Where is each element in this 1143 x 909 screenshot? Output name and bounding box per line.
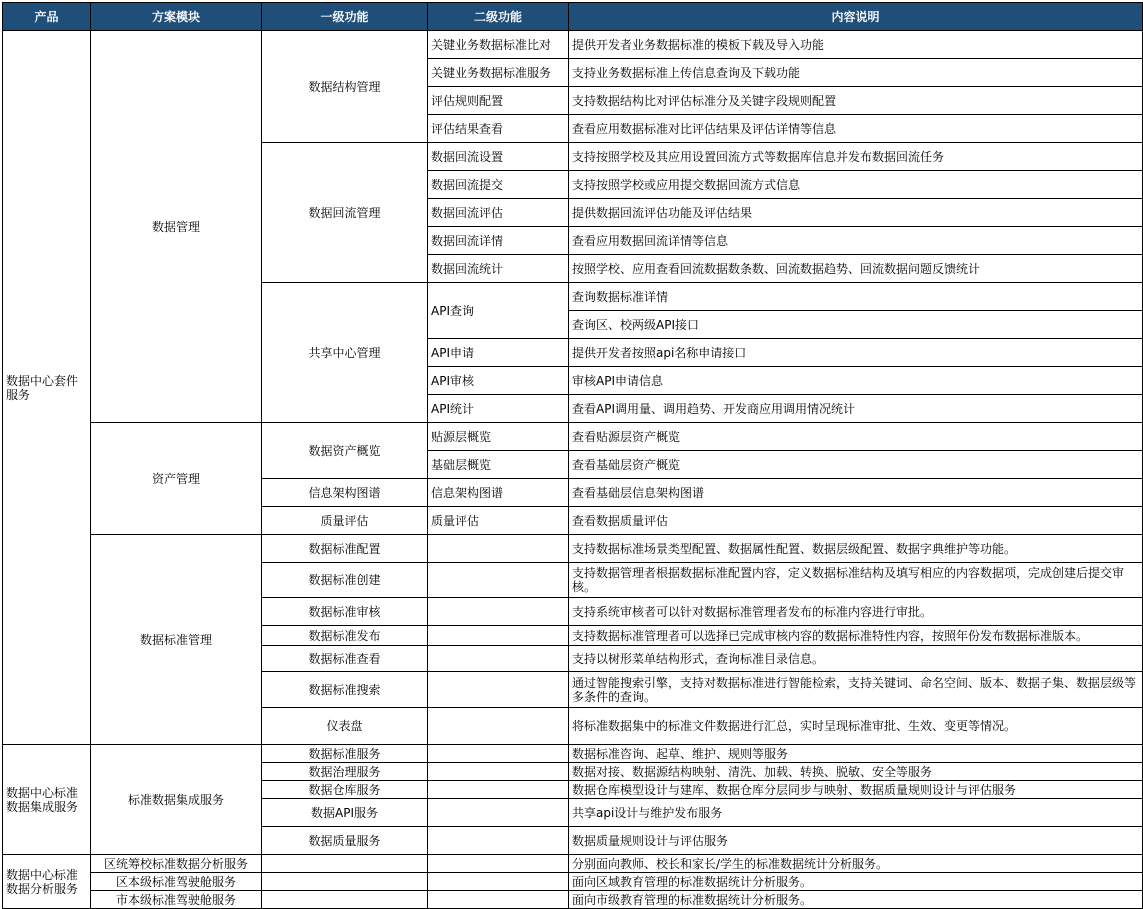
- table-cell[interactable]: 评估结果查看: [428, 115, 569, 143]
- table-cell[interactable]: 数据质量规则设计与评估服务: [569, 827, 1143, 855]
- table-cell[interactable]: 质量评估: [428, 507, 569, 535]
- table-row: [3, 855, 1143, 873]
- table-cell[interactable]: 数据仓库服务: [262, 781, 428, 799]
- table-cell[interactable]: 支持数据结构比对评估标准分及关键字段规则配置: [569, 87, 1143, 115]
- table-cell[interactable]: 区本级标准驾驶舱服务: [91, 873, 262, 891]
- table-cell[interactable]: 提供数据回流评估功能及评估结果: [569, 199, 1143, 227]
- table-cell[interactable]: [428, 855, 569, 873]
- table-cell[interactable]: 审核API申请信息: [569, 367, 1143, 395]
- table-cell[interactable]: 查看数据质量评估: [569, 507, 1143, 535]
- table-cell[interactable]: 数据资产概览: [262, 423, 428, 479]
- table-cell[interactable]: [428, 873, 569, 891]
- table-cell[interactable]: 查看基础层资产概览: [569, 451, 1143, 479]
- table-row: [3, 745, 1143, 763]
- header-row: [3, 3, 1143, 31]
- table-cell[interactable]: 资产管理: [91, 423, 262, 535]
- table-cell[interactable]: API申请: [428, 339, 569, 367]
- table-row: [3, 535, 1143, 563]
- table-cell[interactable]: 查看贴源层资产概览: [569, 423, 1143, 451]
- table-cell[interactable]: 数据标准审核: [262, 598, 428, 626]
- table-cell[interactable]: 提供开发者业务数据标准的模板下载及导入功能: [569, 31, 1143, 59]
- table-cell[interactable]: 仪表盘: [262, 708, 428, 745]
- table-cell[interactable]: 数据标准咨询、起草、维护、规则等服务: [569, 745, 1143, 763]
- table-cell[interactable]: 查询数据标准详情: [569, 283, 1143, 311]
- table-cell[interactable]: 数据回流管理: [262, 143, 428, 283]
- table-cell[interactable]: 数据回流提交: [428, 171, 569, 199]
- table-cell[interactable]: [262, 873, 428, 891]
- table-cell[interactable]: 数据标准搜索: [262, 672, 428, 708]
- table-row: [3, 423, 1143, 451]
- table-cell[interactable]: [428, 672, 569, 708]
- table-cell[interactable]: [428, 626, 569, 646]
- table-cell[interactable]: 数据中心标准数据集成服务: [3, 745, 91, 855]
- table-cell[interactable]: 共享中心管理: [262, 283, 428, 423]
- table-cell[interactable]: 数据结构管理: [262, 31, 428, 143]
- table-cell[interactable]: 通过智能搜索引擎，支持对数据标准进行智能检索，支持关键词、命名空间、版本、数据子集、数据层级等多条件的查询。: [569, 672, 1143, 708]
- table-cell[interactable]: API查询: [428, 283, 569, 339]
- table-cell[interactable]: 数据治理服务: [262, 763, 428, 781]
- table-cell[interactable]: 数据标准配置: [262, 535, 428, 563]
- table-cell[interactable]: 数据管理: [91, 31, 262, 423]
- table-cell[interactable]: [428, 646, 569, 672]
- table-cell[interactable]: 支持系统审核者可以针对数据标准管理者发布的标准内容进行审批。: [569, 598, 1143, 626]
- table-cell[interactable]: 区统筹校标准数据分析服务: [91, 855, 262, 873]
- header-level1-function[interactable]: 一级功能: [262, 3, 428, 31]
- header-product[interactable]: 产品: [3, 3, 91, 31]
- table-cell[interactable]: 按照学校、应用查看回流数据数条数、回流数据趋势、回流数据问题反馈统计: [569, 255, 1143, 283]
- table-cell[interactable]: 数据中心套件服务: [3, 31, 91, 745]
- table-cell[interactable]: 数据标准创建: [262, 563, 428, 598]
- table-cell[interactable]: 支持业务数据标准上传信息查询及下载功能: [569, 59, 1143, 87]
- table-cell[interactable]: 支持以树形菜单结构形式，查询标准目录信息。: [569, 646, 1143, 672]
- table-row: [3, 31, 1143, 59]
- table-cell[interactable]: 查询区、校两级API接口: [569, 311, 1143, 339]
- table-cell[interactable]: [428, 563, 569, 598]
- table-cell[interactable]: 支持数据管理者根据数据标准配置内容，定义数据标准结构及填写相应的内容数据项，完成创建后提交审核。: [569, 563, 1143, 598]
- table-cell[interactable]: 质量评估: [262, 507, 428, 535]
- table-cell[interactable]: [262, 891, 428, 909]
- table-cell[interactable]: 数据对接、数据源结构映射、清洗、加载、转换、脱敏、安全等服务: [569, 763, 1143, 781]
- table-cell[interactable]: 面向区域教育管理的标准数据统计分析服务。: [569, 873, 1143, 891]
- table-cell[interactable]: 数据中心标准数据分析服务: [3, 855, 91, 909]
- table-cell[interactable]: [428, 708, 569, 745]
- table-cell[interactable]: [428, 598, 569, 626]
- header-solution-module[interactable]: 方案模块: [91, 3, 262, 31]
- table-cell[interactable]: 信息架构图谱: [262, 479, 428, 507]
- table-cell[interactable]: [428, 891, 569, 909]
- table-cell[interactable]: 支持数据标准管理者可以选择已完成审核内容的数据标准特性内容，按照年份发布数据标准版本。: [569, 626, 1143, 646]
- table-cell[interactable]: API审核: [428, 367, 569, 395]
- table-cell[interactable]: 关键业务数据标准比对: [428, 31, 569, 59]
- table-cell[interactable]: 数据回流设置: [428, 143, 569, 171]
- table-cell[interactable]: 查看API调用量、调用趋势、开发商应用调用情况统计: [569, 395, 1143, 423]
- table-cell[interactable]: 支持数据标准场景类型配置、数据属性配置、数据层级配置、数据字典维护等功能。: [569, 535, 1143, 563]
- table-cell[interactable]: 面向市级教育管理的标准数据统计分析服务。: [569, 891, 1143, 909]
- table-cell[interactable]: 支持按照学校或应用提交数据回流方式信息: [569, 171, 1143, 199]
- table-cell[interactable]: 分别面向教师、校长和家长/学生的标准数据统计分析服务。: [569, 855, 1143, 873]
- table-cell[interactable]: [262, 855, 428, 873]
- table-row: [3, 873, 1143, 891]
- table-cell[interactable]: 市本级标准驾驶舱服务: [91, 891, 262, 909]
- header-level2-function[interactable]: 二级功能: [428, 3, 569, 31]
- table-cell[interactable]: 关键业务数据标准服务: [428, 59, 569, 87]
- table-cell[interactable]: [428, 745, 569, 763]
- table-cell[interactable]: 数据回流统计: [428, 255, 569, 283]
- table-row: [3, 891, 1143, 909]
- table-cell[interactable]: 数据标准管理: [91, 535, 262, 745]
- table-cell[interactable]: 评估规则配置: [428, 87, 569, 115]
- table-cell[interactable]: 标准数据集成服务: [91, 745, 262, 855]
- table-cell[interactable]: 查看基础层信息架构图谱: [569, 479, 1143, 507]
- table-cell[interactable]: [428, 799, 569, 827]
- header-description[interactable]: 内容说明: [569, 3, 1143, 31]
- table-cell[interactable]: 共享api设计与维护发布服务: [569, 799, 1143, 827]
- table-cell[interactable]: [428, 827, 569, 855]
- table-cell[interactable]: [428, 763, 569, 781]
- table-cell[interactable]: [428, 535, 569, 563]
- table-cell[interactable]: 数据质量服务: [262, 827, 428, 855]
- table-cell[interactable]: 数据API服务: [262, 799, 428, 827]
- table-cell[interactable]: 数据回流评估: [428, 199, 569, 227]
- product-feature-table: [2, 2, 1143, 909]
- table-cell[interactable]: 查看应用数据回流详情等信息: [569, 227, 1143, 255]
- table-body: [3, 31, 1143, 909]
- table-cell[interactable]: 提供开发者按照api名称申请接口: [569, 339, 1143, 367]
- table-cell[interactable]: 数据回流详情: [428, 227, 569, 255]
- table-cell[interactable]: 信息架构图谱: [428, 479, 569, 507]
- table-cell[interactable]: 数据标准服务: [262, 745, 428, 763]
- table-cell[interactable]: 数据标准查看: [262, 646, 428, 672]
- table-cell[interactable]: 支持按照学校及其应用设置回流方式等数据库信息并发布数据回流任务: [569, 143, 1143, 171]
- table-cell[interactable]: 基础层概览: [428, 451, 569, 479]
- table-cell[interactable]: 贴源层概览: [428, 423, 569, 451]
- table-cell[interactable]: [428, 781, 569, 799]
- table-cell[interactable]: API统计: [428, 395, 569, 423]
- table-cell[interactable]: 数据标准发布: [262, 626, 428, 646]
- table-cell[interactable]: 查看应用数据标准对比评估结果及评估详情等信息: [569, 115, 1143, 143]
- table-cell[interactable]: 将标准数据集中的标准文件数据进行汇总，实时呈现标准审批、生效、变更等情况。: [569, 708, 1143, 745]
- table-cell[interactable]: 数据仓库模型设计与建库、数据仓库分层同步与映射、数据质量规则设计与评估服务: [569, 781, 1143, 799]
